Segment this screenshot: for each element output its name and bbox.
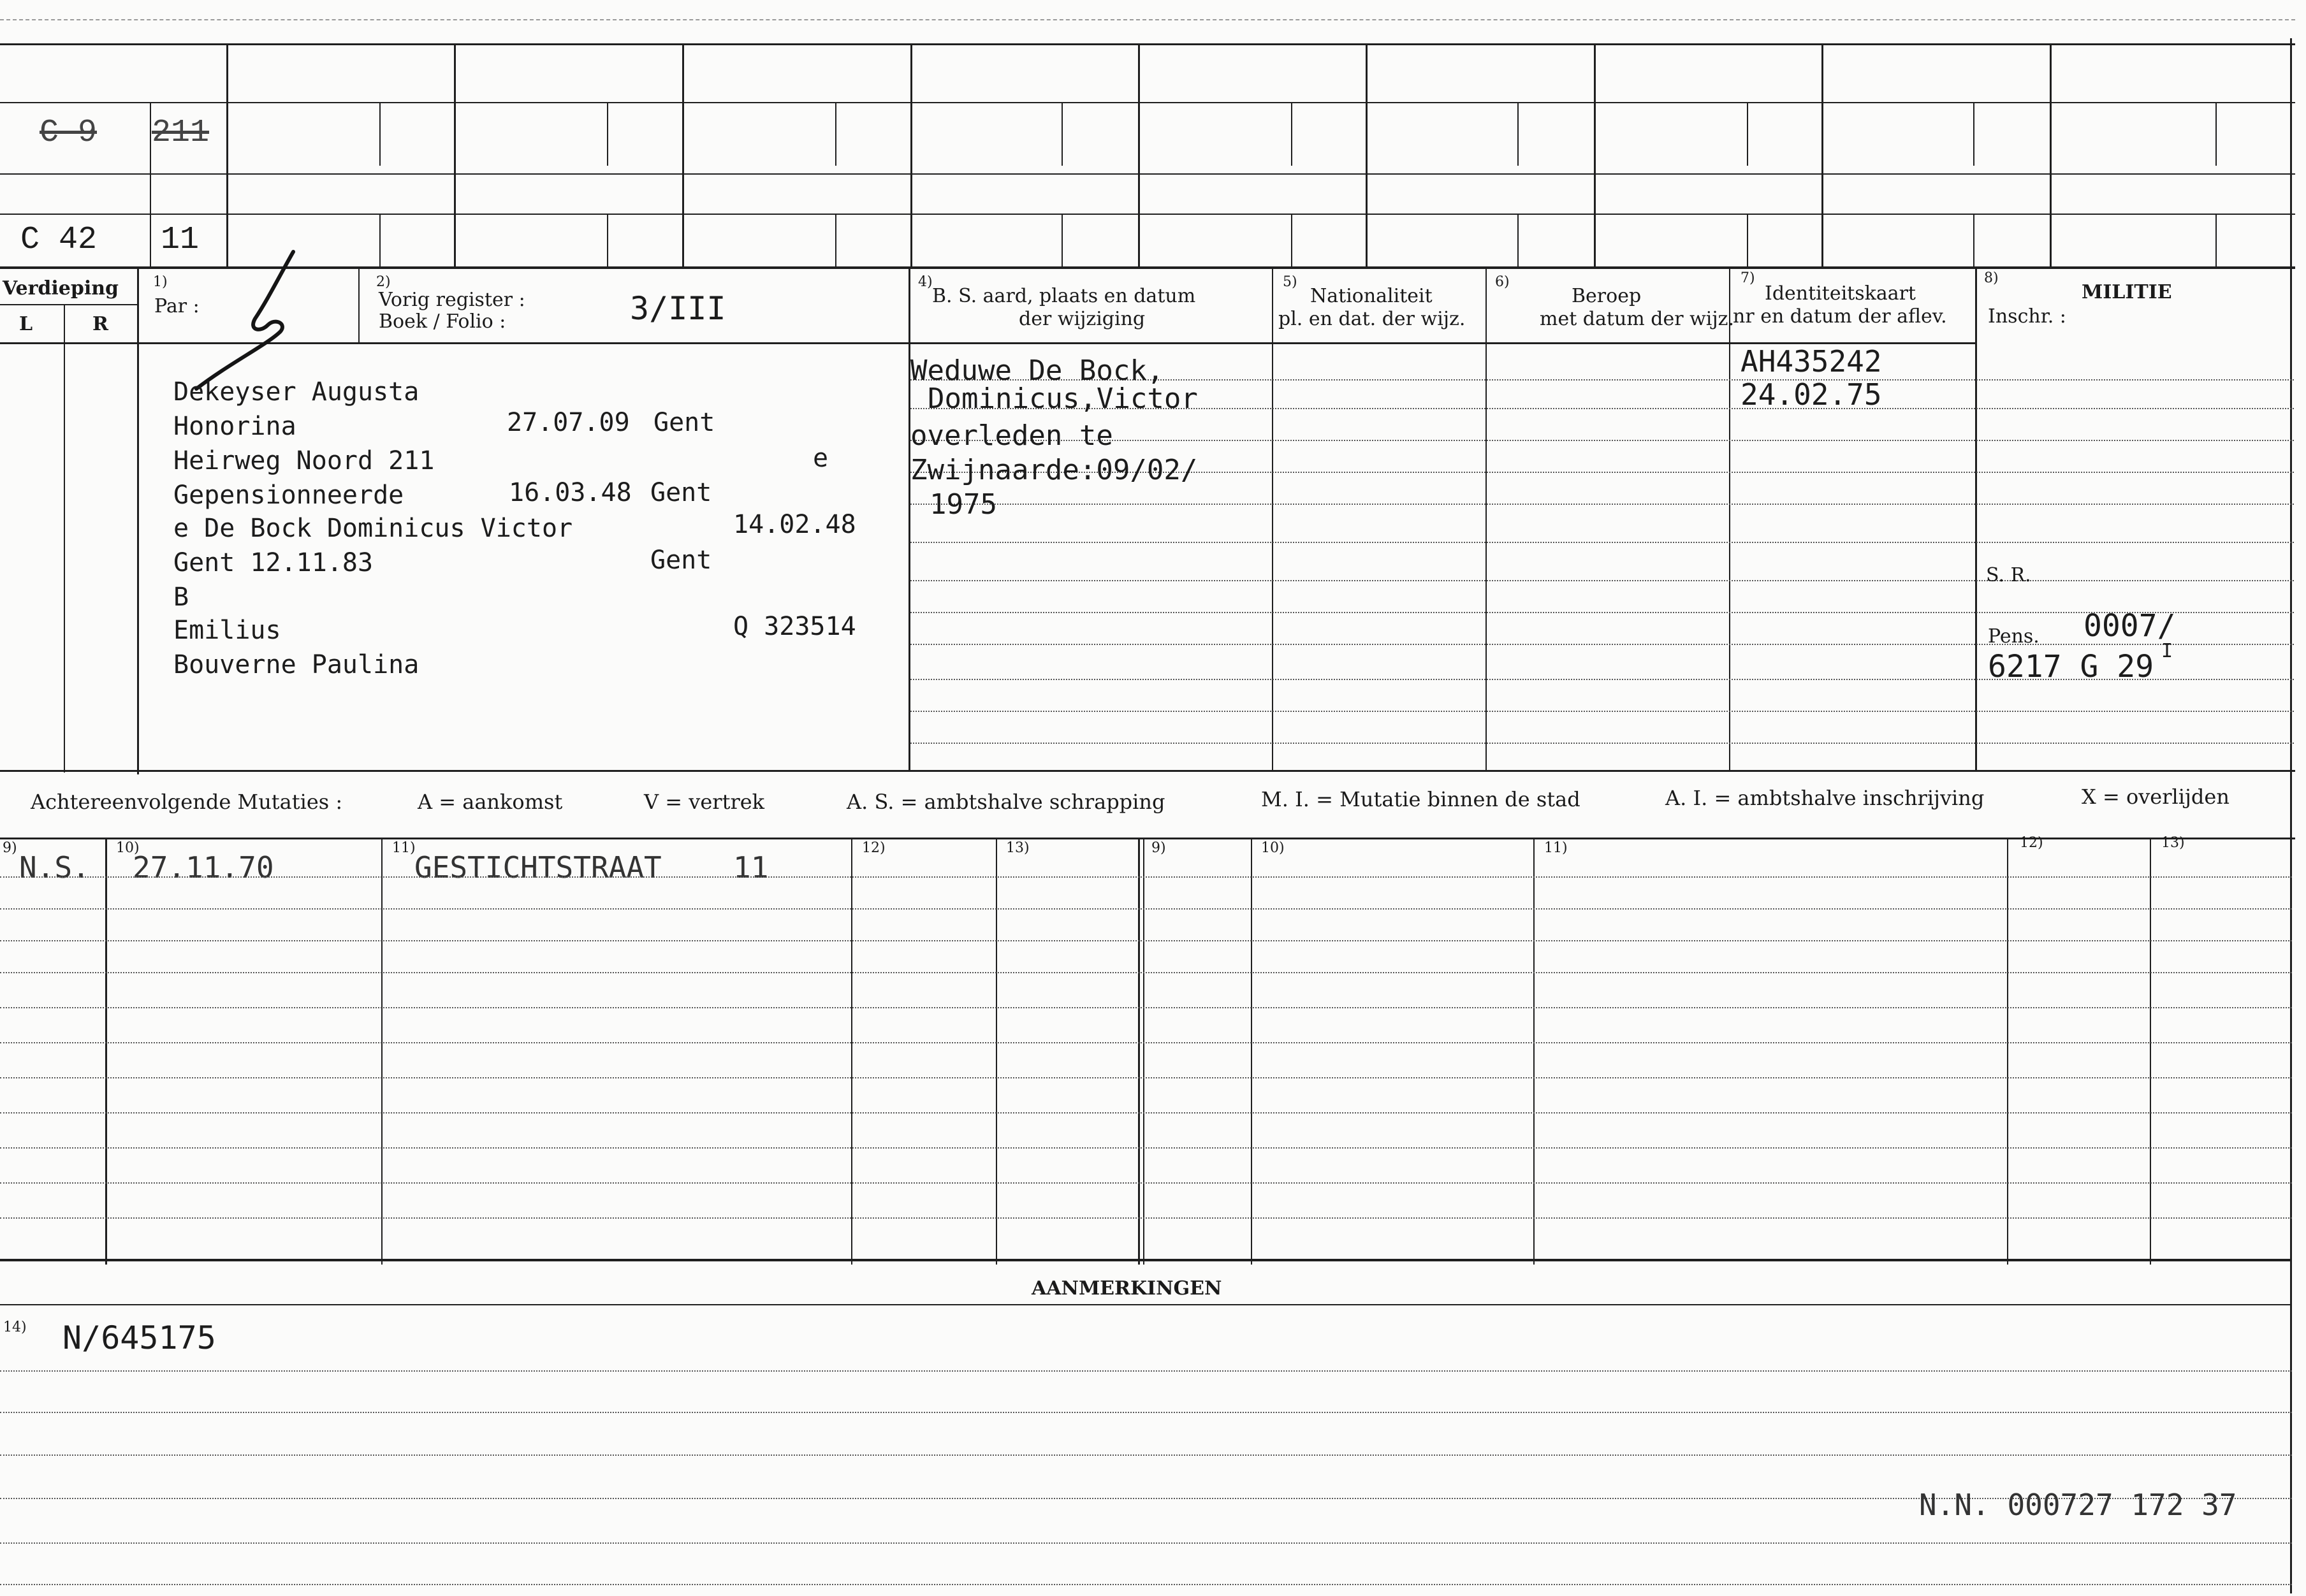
par-label: Par : [154, 295, 200, 317]
id-number: 7) [1740, 270, 1755, 286]
id-header-line1: Identiteitskaart [1765, 282, 1916, 305]
mutation-street: GESTICHTSTRAAT [414, 850, 662, 885]
vorig-number: 2) [376, 274, 391, 290]
boek-folio-value: 3/III [630, 290, 726, 327]
occupation: Gepensionneerde [173, 481, 404, 510]
legend-as: A. S. = ambtshalve schrapping [847, 790, 1165, 814]
spouse: e De Bock Dominicus Victor [173, 514, 573, 543]
bs-line5: 1975 [930, 488, 997, 521]
nat-header-line2: pl. en dat. der wijz. [1278, 308, 1466, 330]
birth-place: Gent [653, 408, 715, 437]
remarks-value: N/645175 [62, 1319, 216, 1356]
person-firstname: Honorina [173, 412, 296, 441]
legend-ai: A. I. = ambtshalve inschrijving [1665, 786, 1985, 810]
vorig-register-label: Vorig register : [379, 289, 525, 311]
bs-line4: Zwijnaarde:09/02/ [910, 454, 1198, 486]
id-card-number: AH435242 [1740, 344, 1882, 379]
pens-value-sup: I [2161, 640, 2173, 662]
legend-v: V = vertrek [644, 790, 765, 814]
nat-header-line1: Nationaliteit [1310, 285, 1433, 307]
right-label: R [92, 313, 108, 335]
inschr-label: Inschr. : [1988, 305, 2066, 328]
verdieping-label: Verdieping [3, 277, 119, 300]
old-register-number: 211 [152, 115, 210, 151]
person-line7: B [173, 583, 189, 612]
bs-number: 4) [918, 274, 933, 290]
legend-mi: M. I. = Mutatie binnen de stad [1261, 787, 1580, 811]
bs-line2: Dominicus,Victor [928, 382, 1198, 415]
address: Heirweg Noord 211 [173, 446, 435, 475]
occupation-date: 16.03.48 [509, 478, 632, 507]
spouse-date: 14.02.48 [733, 510, 856, 539]
bs-line1: Weduwe De Bock, [910, 354, 1164, 387]
person-line8: Emilius [173, 616, 281, 645]
militie-title: MILITIE [2082, 281, 2172, 303]
nat-number: 5) [1283, 274, 1297, 290]
id-card-date: 24.02.75 [1740, 377, 1882, 412]
beroep-header-line1: Beroep [1572, 285, 1642, 307]
pens-value-1: 0007/ [2083, 608, 2176, 644]
bs-header-line1: B. S. aard, plaats en datum [932, 285, 1196, 307]
mut-col10b: 10) [1261, 840, 1285, 856]
par-number: 1) [153, 274, 168, 290]
mut-col10: 10) [116, 840, 140, 856]
beroep-number: 6) [1495, 274, 1510, 290]
mut-col9: 9) [3, 840, 17, 856]
mutation-date: 27.11.70 [133, 850, 274, 885]
legend-x: X = overlijden [2082, 785, 2229, 809]
person-line9: Bouverne Paulina [173, 650, 420, 679]
person-line6: Gent 12.11.83 [173, 548, 374, 577]
birth-date: 27.07.09 [507, 408, 630, 437]
beroep-header-line2: met datum der wijz. [1540, 308, 1734, 330]
pens-label: Pens. [1988, 625, 2040, 648]
person-line8-code: Q 323514 [733, 612, 856, 641]
remarks-number: 14) [3, 1319, 27, 1335]
old-register-code: C 9 [40, 115, 98, 151]
legend-a: A = aankomst [418, 790, 563, 814]
remarks-title: AANMERKINGEN [1032, 1277, 1222, 1300]
left-label: L [19, 313, 33, 335]
occupation-place: Gent [650, 478, 712, 507]
mut-col9b: 9) [1151, 840, 1166, 856]
mut-col11: 11) [392, 840, 416, 856]
militie-number: 8) [1984, 270, 1999, 286]
id-header-line2: nr en datum der aflev. [1733, 305, 1947, 328]
bs-line3: overleden te [910, 419, 1113, 452]
national-number: N.N. 000727 172 37 [1919, 1488, 2237, 1522]
boek-folio-label: Boek / Folio : [379, 310, 506, 333]
mut-col13b: 13) [2161, 835, 2185, 851]
mutation-code: N.S. [19, 850, 90, 885]
register-code: C 42 [20, 222, 98, 258]
sr-label: S. R. [1986, 564, 2031, 586]
e-mark-1: e [813, 444, 829, 473]
mut-col12b: 12) [2020, 835, 2043, 851]
person-name: Dekeyser Augusta [173, 377, 420, 407]
mut-col13: 13) [1006, 840, 1030, 856]
register-number: 11 [161, 222, 200, 258]
legend-title: Achtereenvolgende Mutaties : [31, 790, 343, 814]
mutation-number: 11 [733, 850, 769, 885]
mut-col12: 12) [862, 840, 886, 856]
person-line6-place: Gent [650, 546, 712, 575]
mut-col11b: 11) [1544, 840, 1568, 856]
bs-header-line2: der wijziging [1019, 308, 1146, 330]
pens-value-2: 6217 G 29 [1988, 649, 2154, 685]
